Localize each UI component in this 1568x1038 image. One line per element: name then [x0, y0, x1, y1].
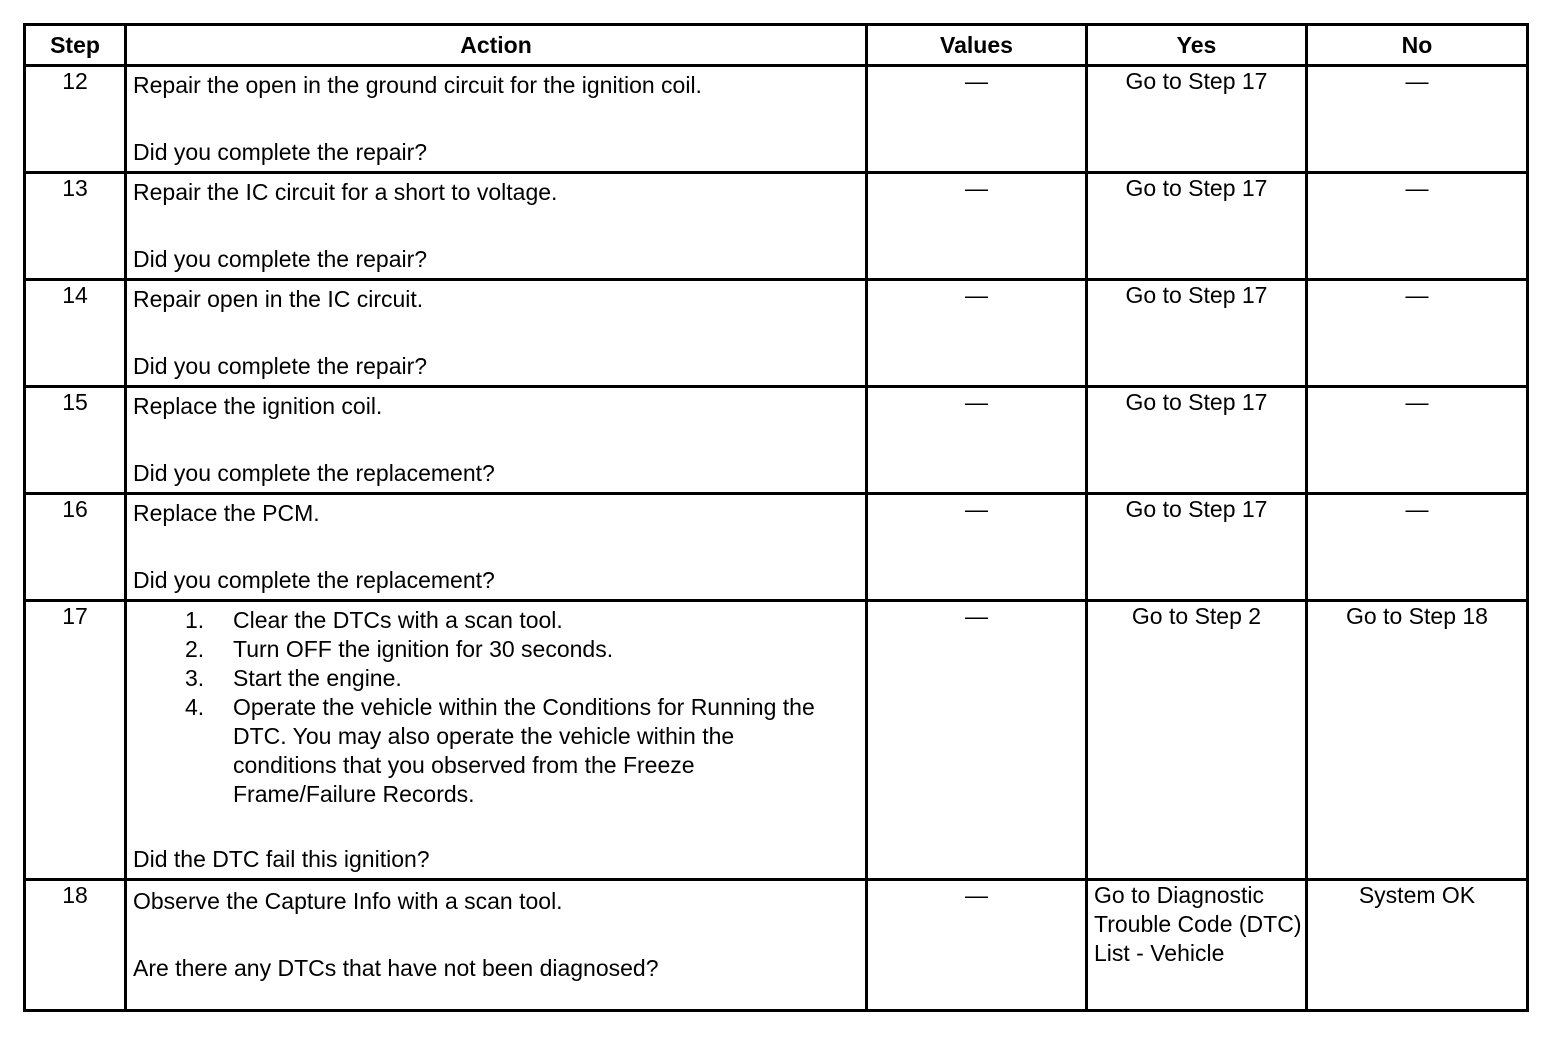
values-cell: —: [867, 280, 1087, 387]
list-item-text: Turn OFF the ignition for 30 seconds.: [233, 636, 614, 662]
table-row: [25, 494, 1528, 601]
action-cell: [126, 66, 867, 173]
action-cell: [126, 880, 867, 1011]
no-cell: —: [1307, 494, 1528, 601]
list-item-number: 4.: [185, 694, 205, 720]
action-question: Did you complete the repair?: [133, 246, 428, 272]
no-cell: —: [1307, 66, 1528, 173]
values-cell: —: [867, 173, 1087, 280]
action-question: Did you complete the repair?: [133, 139, 428, 165]
step-number: 15: [25, 387, 126, 494]
values-cell: —: [867, 66, 1087, 173]
no-cell: Go to Step 18: [1307, 601, 1528, 880]
no-cell: —: [1307, 173, 1528, 280]
action-question: Did you complete the replacement?: [133, 567, 495, 593]
table-row: [25, 173, 1528, 280]
action-text: Repair the IC circuit for a short to voltage.: [133, 179, 558, 205]
list-item-number: 3.: [185, 665, 205, 691]
yes-cell: Go to Diagnostic Trouble Code (DTC) List - Vehicle: [1087, 880, 1307, 1011]
table-row: [25, 880, 1528, 1011]
action-question: Did you complete the replacement?: [133, 460, 495, 486]
yes-cell: Go to Step 17: [1087, 173, 1307, 280]
procedure-list: [133, 606, 859, 809]
values-cell: —: [867, 387, 1087, 494]
table-row: [25, 601, 1528, 880]
action-text: Repair open in the IC circuit.: [133, 286, 424, 312]
yes-cell: Go to Step 17: [1087, 494, 1307, 601]
header-row: [25, 25, 1528, 66]
action-cell: [126, 387, 867, 494]
action-text: Replace the PCM.: [133, 500, 320, 526]
list-item-text: Start the engine.: [233, 665, 402, 691]
action-question: Did the DTC fail this ignition?: [133, 846, 430, 872]
no-cell: —: [1307, 387, 1528, 494]
action-cell: [126, 601, 867, 880]
step-number: 17: [25, 601, 126, 880]
list-item-text: Clear the DTCs with a scan tool.: [233, 607, 563, 633]
header-no: No: [1307, 25, 1528, 66]
list-item: [185, 664, 859, 693]
action-text: Replace the ignition coil.: [133, 393, 383, 419]
table-row: [25, 280, 1528, 387]
list-item-number: 1.: [185, 607, 205, 633]
no-cell: —: [1307, 280, 1528, 387]
step-number: 14: [25, 280, 126, 387]
values-cell: —: [867, 494, 1087, 601]
yes-cell: Go to Step 2: [1087, 601, 1307, 880]
step-number: 13: [25, 173, 126, 280]
values-cell: —: [867, 880, 1087, 1011]
header-yes: Yes: [1087, 25, 1307, 66]
list-item-number: 2.: [185, 636, 205, 662]
step-number: 18: [25, 880, 126, 1011]
action-text: Observe the Capture Info with a scan tool.: [133, 888, 563, 914]
step-number: 12: [25, 66, 126, 173]
list-item: [185, 635, 859, 664]
yes-cell: Go to Step 17: [1087, 387, 1307, 494]
yes-cell: Go to Step 17: [1087, 66, 1307, 173]
action-question: Did you complete the repair?: [133, 353, 428, 379]
header-values: Values: [867, 25, 1087, 66]
action-text: Repair the open in the ground circuit for the ignition coil.: [133, 72, 702, 98]
action-cell: [126, 494, 867, 601]
header-action: Action: [126, 25, 867, 66]
list-item-text: Operate the vehicle within the Conditions for Running the DTC. You may also operate the vehicle within the conditions that you observed from the Freeze Frame/Failure Records.: [233, 694, 815, 807]
action-question: Are there any DTCs that have not been diagnosed?: [133, 955, 659, 981]
yes-cell: Go to Step 17: [1087, 280, 1307, 387]
values-cell: —: [867, 601, 1087, 880]
table-row: [25, 66, 1528, 173]
list-item: [185, 606, 859, 635]
no-cell: System OK: [1307, 880, 1528, 1011]
action-cell: [126, 280, 867, 387]
step-number: 16: [25, 494, 126, 601]
diagnostic-table: [23, 23, 1529, 1012]
table-row: [25, 387, 1528, 494]
list-item: [185, 693, 859, 809]
header-step: Step: [25, 25, 126, 66]
action-cell: [126, 173, 867, 280]
